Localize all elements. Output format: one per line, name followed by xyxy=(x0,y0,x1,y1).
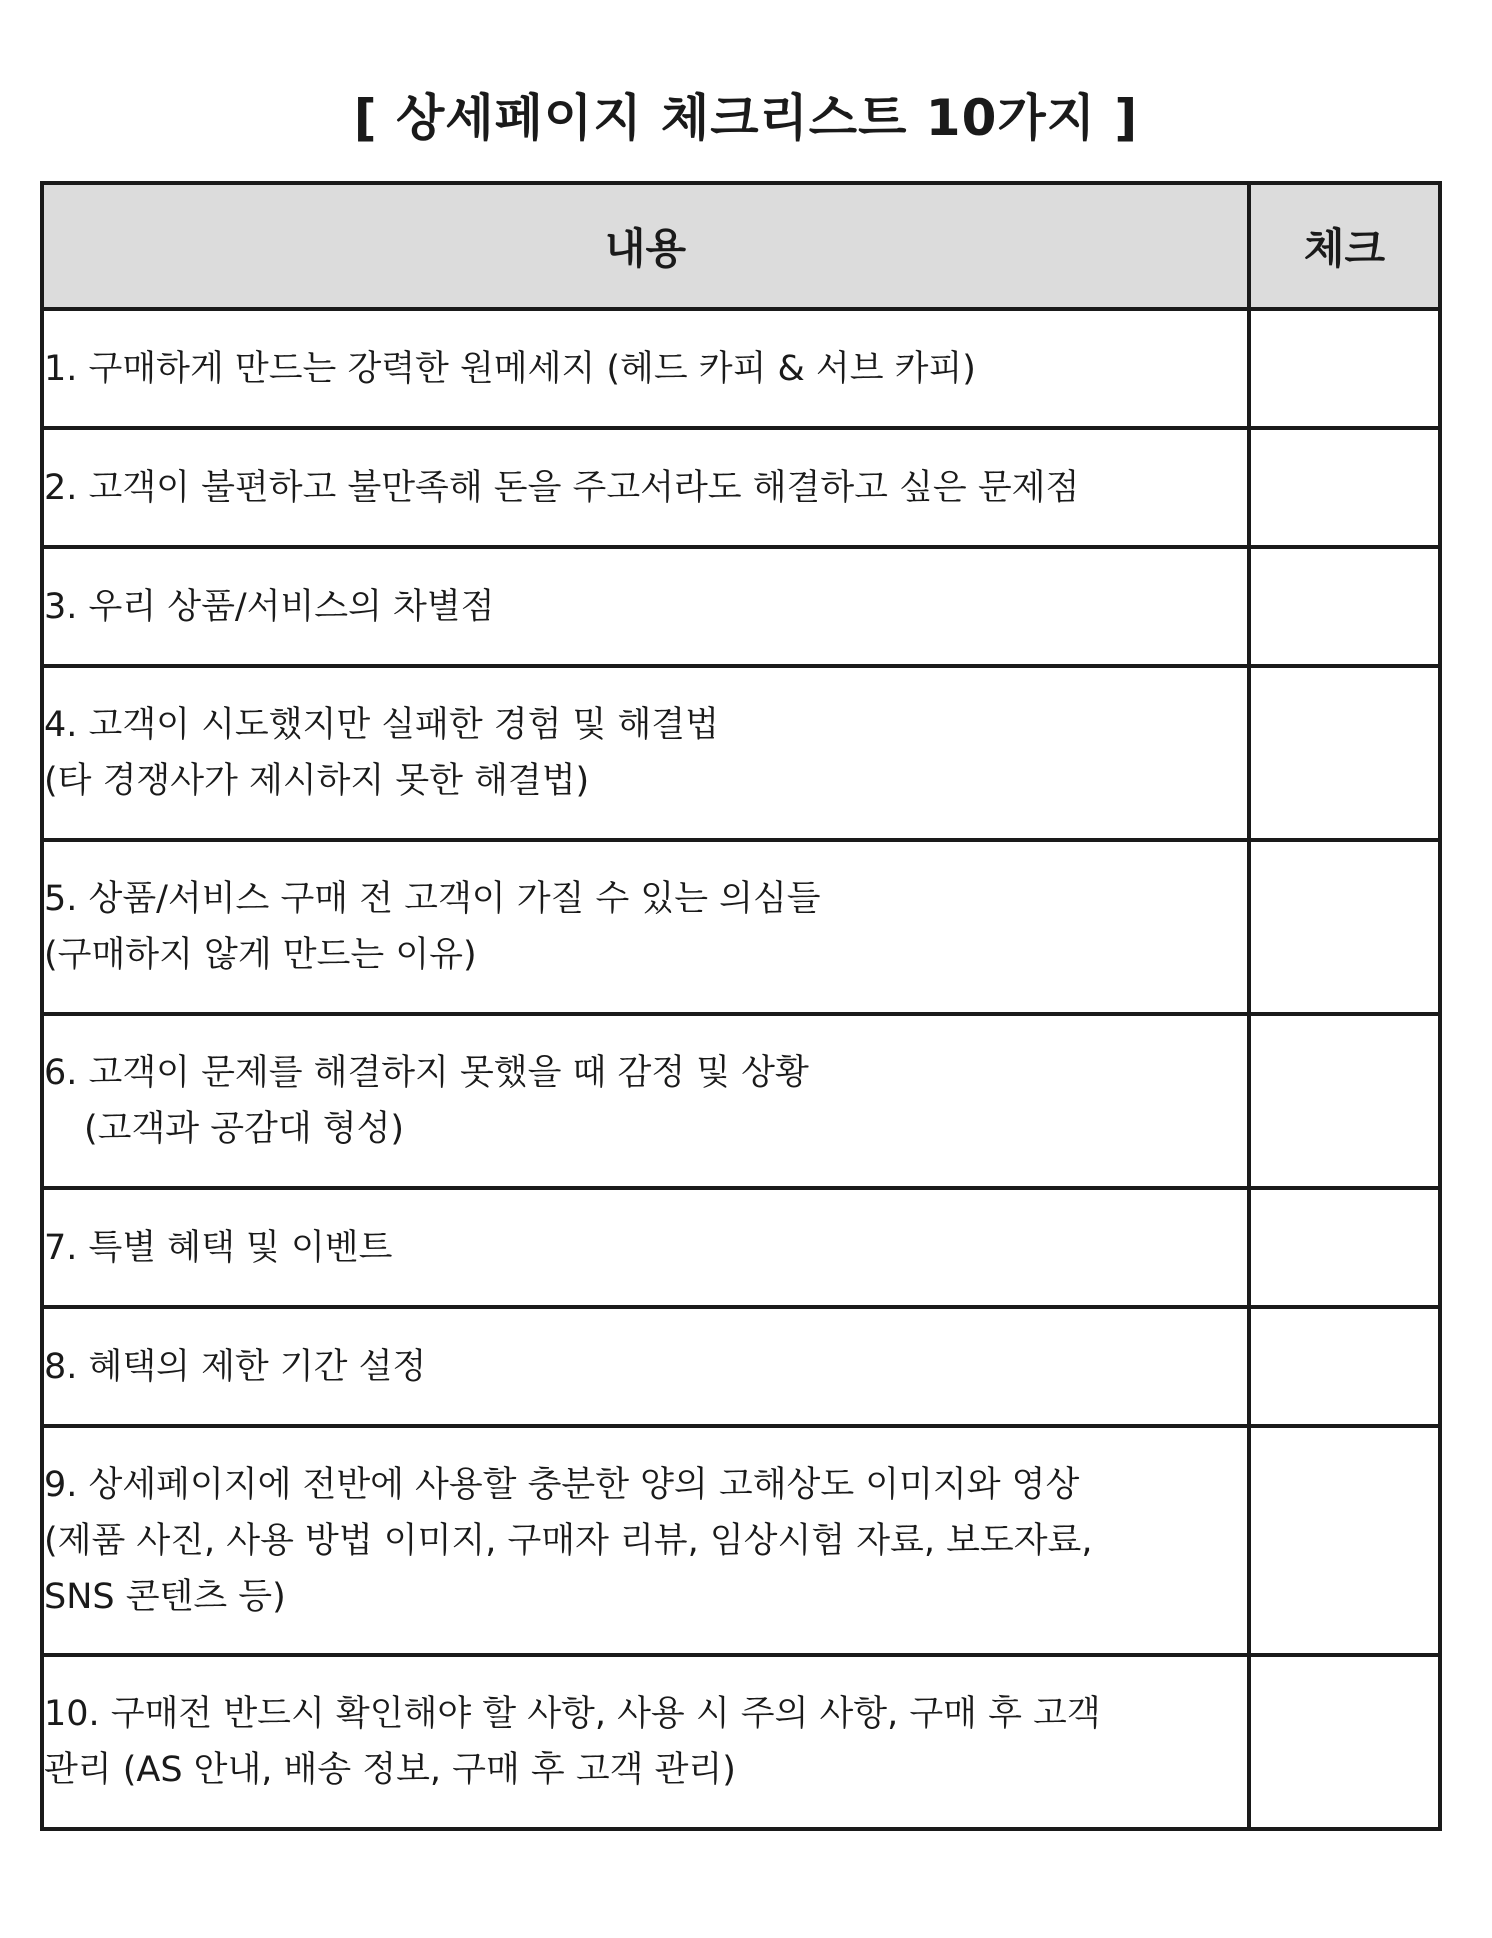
item-4-content xyxy=(42,666,1249,840)
table-row xyxy=(42,309,1440,428)
item-9-content xyxy=(42,1426,1249,1655)
item-text: 6. 고객이 문제를 해결하지 못했을 때 감정 및 상황 xyxy=(44,1053,809,1093)
item-7-check-cell[interactable] xyxy=(1249,1188,1440,1307)
item-text: 1. 구매하게 만드는 강력한 원메세지 (헤드 카피 & 서브 카피) xyxy=(44,348,976,389)
item-5-check-cell[interactable] xyxy=(1249,840,1440,1014)
item-8-check-cell[interactable] xyxy=(1249,1307,1440,1426)
table-row xyxy=(42,666,1440,840)
item-text: 3. 우리 상품/서비스의 차별점 xyxy=(44,586,495,627)
item-text: 8. 혜택의 제한 기간 설정 xyxy=(44,1346,427,1387)
table-row xyxy=(42,1014,1440,1188)
item-6-check-cell[interactable] xyxy=(1249,1014,1440,1188)
table-row xyxy=(42,1655,1440,1829)
item-10-content xyxy=(42,1655,1249,1829)
item-1-content xyxy=(42,309,1249,428)
item-2-check-cell[interactable] xyxy=(1249,428,1440,547)
table-row xyxy=(42,428,1440,547)
item-9-check-cell[interactable] xyxy=(1249,1426,1440,1655)
item-subtext: 관리 (AS 안내, 배송 정보, 구매 후 고객 관리) xyxy=(44,1750,736,1790)
item-2-content xyxy=(42,428,1249,547)
item-4-check-cell[interactable] xyxy=(1249,666,1440,840)
item-subtext: (구매하지 않게 만드는 이유) xyxy=(44,935,477,975)
item-5-content xyxy=(42,840,1249,1014)
item-subtext: (제품 사진, 사용 방법 이미지, 구매자 리뷰, 임상시험 자료, 보도자료, xyxy=(44,1520,1093,1561)
item-text: 7. 특별 혜택 및 이벤트 xyxy=(44,1227,393,1268)
table-row xyxy=(42,1188,1440,1307)
table-row xyxy=(42,840,1440,1014)
item-subtext: SNS 콘텐츠 등) xyxy=(44,1576,286,1617)
item-text: 4. 고객이 시도했지만 실패한 경험 및 해결법 xyxy=(44,705,719,745)
table-header-row xyxy=(42,183,1440,309)
checklist-table xyxy=(40,181,1442,1831)
item-3-content xyxy=(42,547,1249,666)
check-column-header: 체크 xyxy=(1249,183,1440,309)
table-row xyxy=(42,547,1440,666)
item-text: 10. 구매전 반드시 확인해야 할 사항, 사용 시 주의 사항, 구매 후 고객 xyxy=(44,1694,1101,1734)
page-title: [ 상세페이지 체크리스트 10가지 ] xyxy=(353,89,1139,147)
item-1-check-cell[interactable] xyxy=(1249,309,1440,428)
item-10-check-cell[interactable] xyxy=(1249,1655,1440,1829)
item-6-content xyxy=(42,1014,1249,1188)
item-8-content xyxy=(42,1307,1249,1426)
content-column-header: 내용 xyxy=(42,183,1249,309)
item-3-check-cell[interactable] xyxy=(1249,547,1440,666)
table-row xyxy=(42,1426,1440,1655)
item-text: 9. 상세페이지에 전반에 사용할 충분한 양의 고해상도 이미지와 영상 xyxy=(44,1464,1080,1505)
item-7-content xyxy=(42,1188,1249,1307)
item-subtext: (고객과 공감대 형성) xyxy=(84,1109,405,1149)
table-row xyxy=(42,1307,1440,1426)
item-subtext: (타 경쟁사가 제시하지 못한 해결법) xyxy=(44,761,590,801)
item-text: 5. 상품/서비스 구매 전 고객이 가질 수 있는 의심들 xyxy=(44,879,821,919)
item-text: 2. 고객이 불편하고 불만족해 돈을 주고서라도 해결하고 싶은 문제점 xyxy=(44,467,1080,508)
